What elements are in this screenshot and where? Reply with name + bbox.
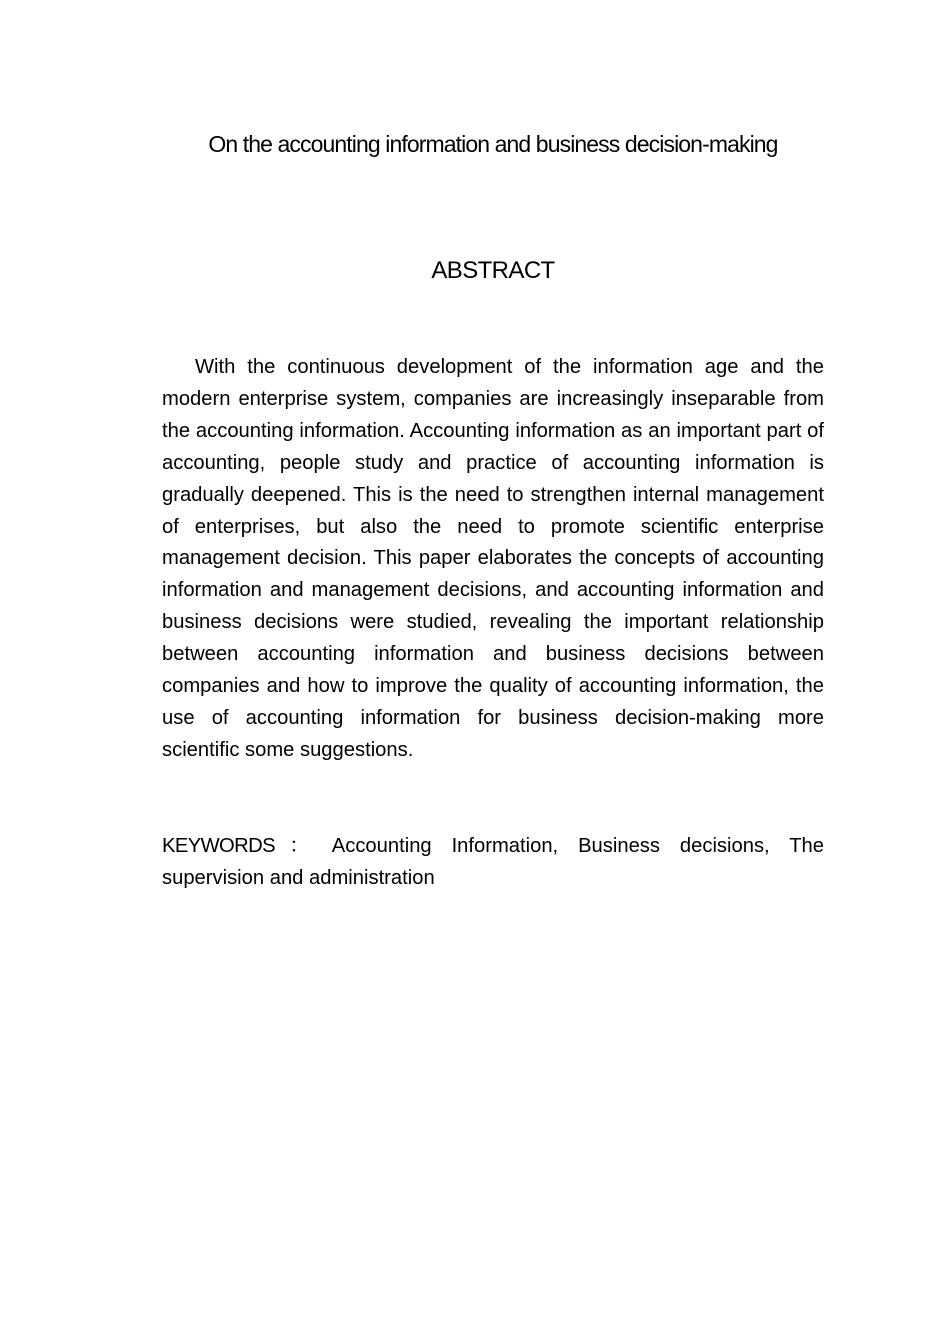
paper-title: On the accounting information and business decision-making — [208, 131, 778, 157]
abstract-heading: ABSTRACT — [431, 257, 555, 284]
keywords-text: Accounting Information, Business decisions, The supervision and administration — [162, 835, 824, 889]
keywords-separator: ： — [274, 835, 324, 857]
abstract-body: With the continuous development of the information age and the modern enterprise system, companies are increasingly inseparable from the accounting information. Accounting information as an important part of accounting, people study and practice of accounting information is gradually deepened. This is the need to strengthen internal management of enterprises, but also the need to promote scientific enterprise management decision. This paper elaborates the concepts of accounting information and management decisions, and accounting information and business decisions were studied, revealing the important relationship between accounting information and business decisions between companies and how to improve the quality of accounting information, the use of accounting information for business decision-making more scientific some suggestions. — [162, 356, 824, 761]
keywords-paragraph — [162, 831, 824, 895]
keywords-label: KEYWORDS — [162, 835, 275, 857]
